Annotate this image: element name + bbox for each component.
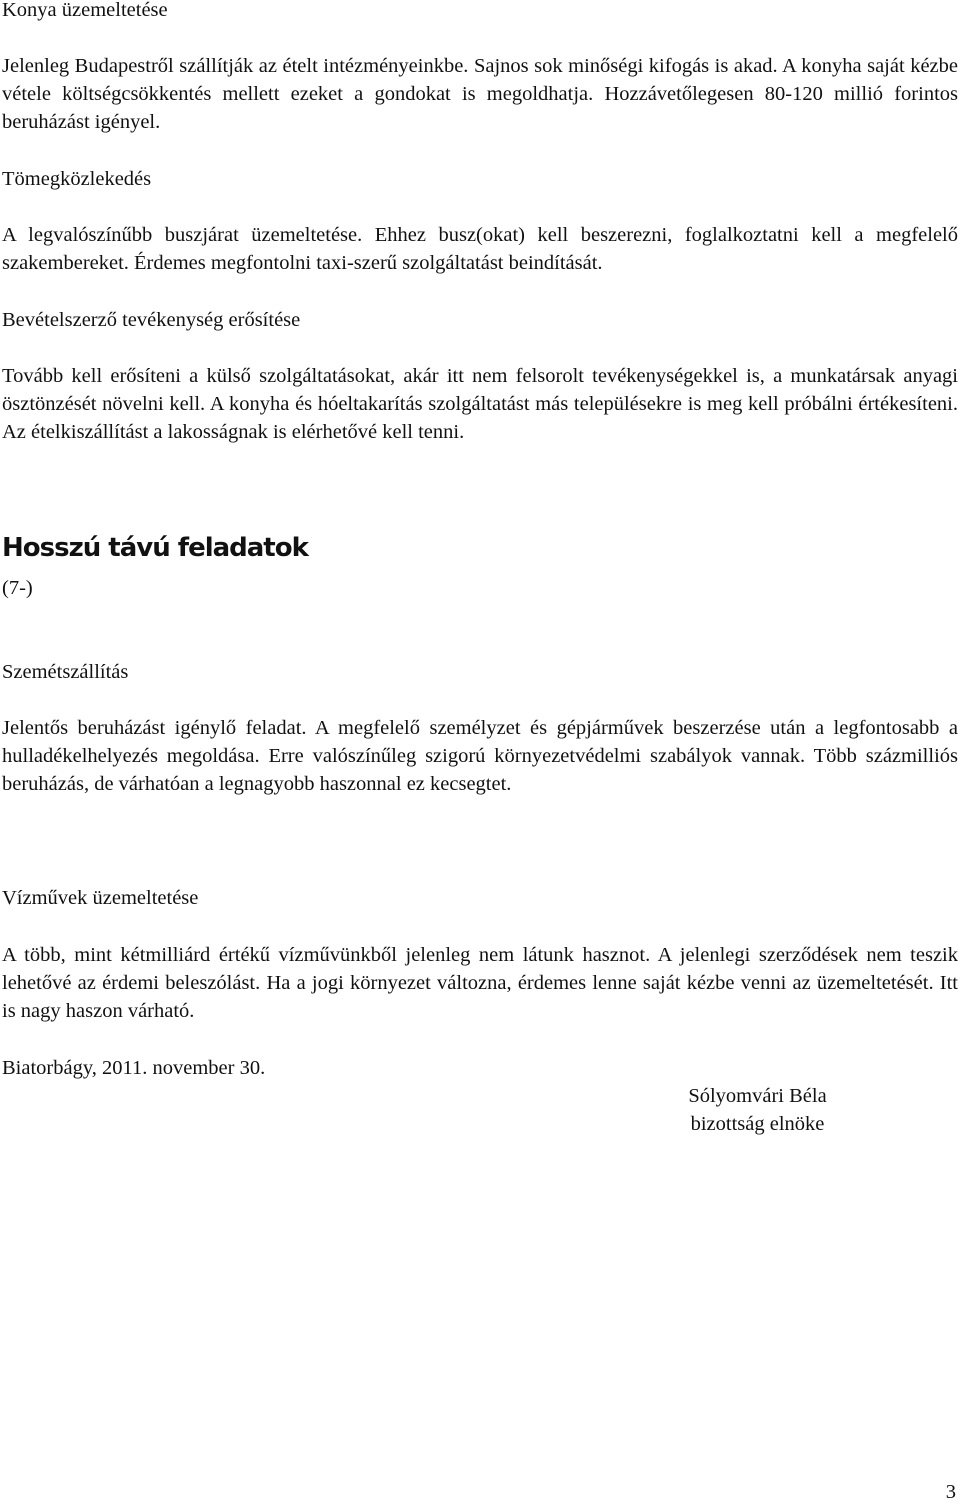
signer-name: Sólyomvári Béla (688, 1085, 827, 1107)
section-body-transport: A legvalószínűbb buszjárat üzemeltetése. Ehhez busz(okat) kell beszerezni, foglalkoztatni kell a megfelelő szakembereket. Érdemes megfontolni taxi-szerű szolgáltatást beindítását. (2, 224, 958, 274)
section-body-water: A több, mint kétmilliárd értékű vízművünkből jelenleg nem látunk hasznot. A jelenlegi szerződések nem teszik lehetővé az érdemi beleszólást. Ha a jogi környezet változna, érdemes lenne saját kézbe venni az üzemeltetését. Itt is nagy haszon várható. (2, 944, 958, 1022)
section-title-kitchen: Konya üzemeltetése (2, 0, 168, 21)
long-term-heading: Hosszú távú feladatok (2, 533, 308, 563)
signer-title: bizottság elnöke (690, 1113, 825, 1135)
section-body-waste: Jelentős beruházást igénylő feladat. A megfelelő személyzet és gépjárművek beszerzése után a legfontosabb a hulladékelhelyezés megoldása. Erre valószínűleg szigorú környezetvédelmi szabályok vannak. Több százmilliós beruházás, de várhatóan a legnagyobb haszonnal ez kecsegtet. (2, 717, 958, 795)
page-number: 3 (945, 1481, 956, 1503)
place-date: Biatorbágy, 2011. november 30. (2, 1057, 266, 1079)
section-title-waste: Szemétszállítás (2, 661, 129, 683)
signature-block (660, 1082, 855, 1138)
section-body-revenue: Tovább kell erősíteni a külső szolgáltatásokat, akár itt nem felsorolt tevékenységekkel is, a munkatársak anyagi ösztönzését növelni kell. A konyha és hóeltakarítás szolgáltatást más településekre is meg kell próbálni értékesíteni. Az ételkiszállítást a lakosságnak is elérhetővé kell tenni. (2, 365, 958, 443)
section-title-transport: Tömegközlekedés (2, 168, 152, 190)
section-title-revenue: Bevételszerző tevékenység erősítése (2, 309, 301, 331)
section-title-water: Vízművek üzemeltetése (2, 887, 199, 909)
long-term-period: (7-) (2, 577, 33, 599)
section-body-kitchen: Jelenleg Budapestről szállítják az ételt intézményeinkbe. Sajnos sok minőségi kifogás is akad. A konyha saját kézbe vétele költségcsökkentés mellett ezeket a gondokat is megoldhatja. Hozzávetőlegesen 80-120 millió forintos beruházást igényel. (2, 55, 958, 133)
